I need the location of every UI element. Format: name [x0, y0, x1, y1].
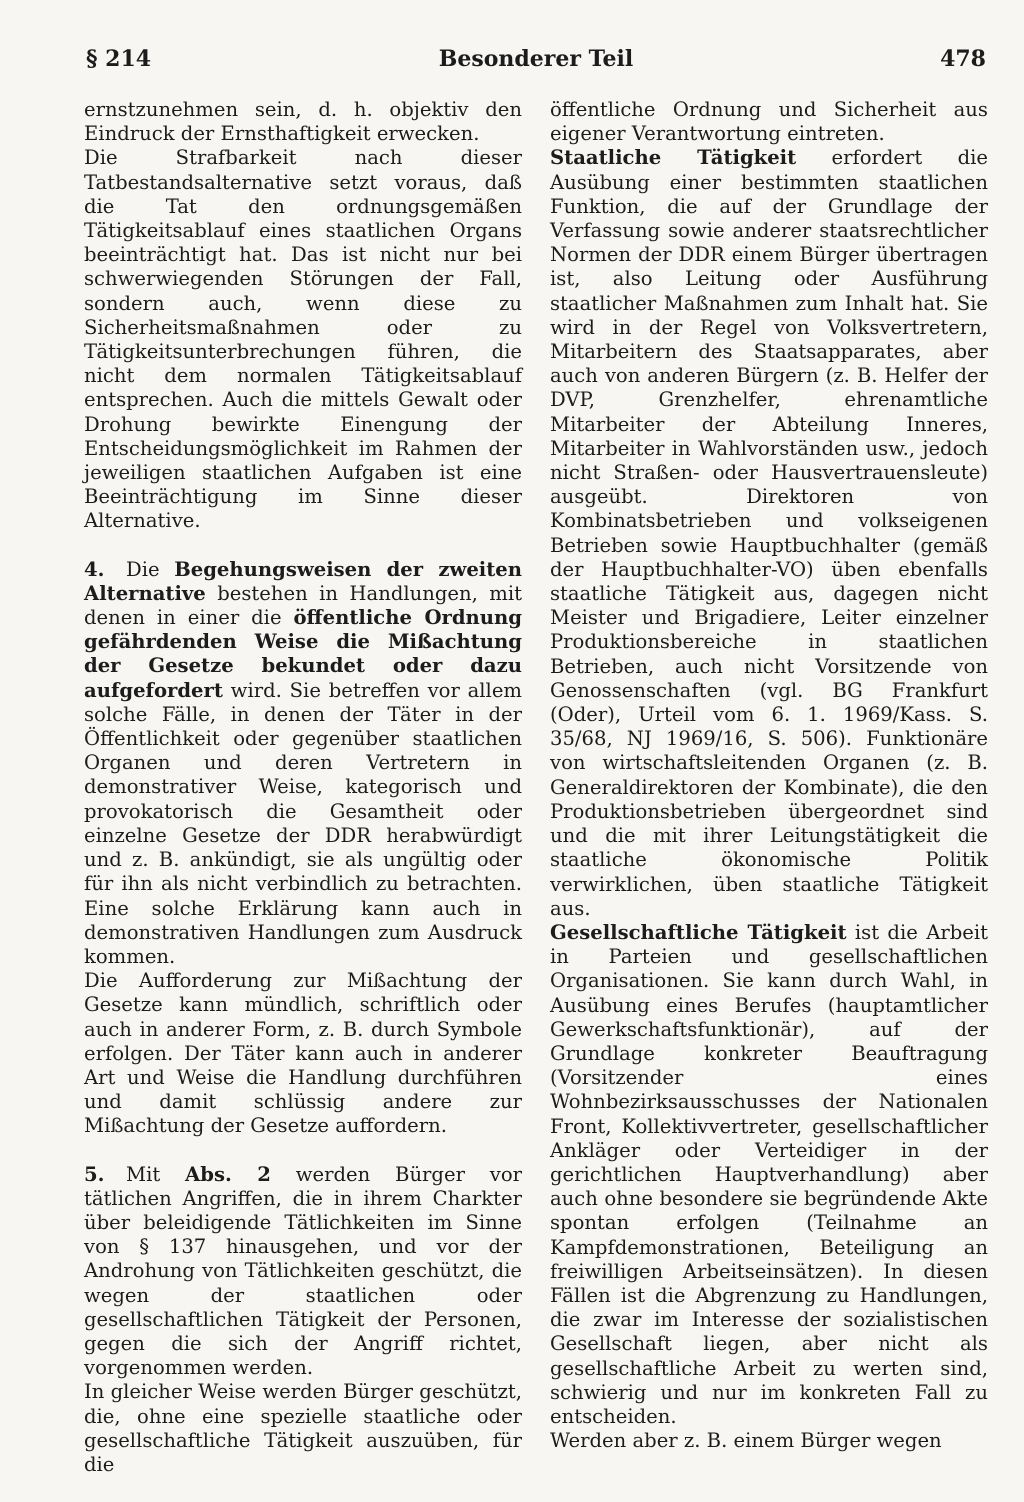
bold-term: Gesellschaftliche Tätigkeit: [550, 920, 847, 944]
bold-term: Begehungsweisen der zweiten Alternative: [84, 557, 522, 605]
running-title: Besonderer Teil: [438, 46, 634, 72]
section-number: 5.: [84, 1162, 105, 1186]
paragraph: ernstzunehmen sein, d. h. objektiv den Eindruck der Ernsthaftigkeit erwecken.: [84, 98, 522, 146]
paragraph: Die Aufforderung zur Mißachtung der Gesetze kann mündlich, schriftlich oder auch in anderer Form, z. B. durch Symbole erfolgen. Der Täter kann auch in anderer Art und Weise die Handlung durchführen und damit schlüssig andere zur Mißachtung der Gesetze auffordern.: [84, 969, 522, 1138]
paragraph-section-4: 4. Die Begehungsweisen der zweiten Alternative bestehen in Handlungen, mit denen in einer die öffentliche Ordnung gefährdenden Weise die Mißachtung der Gesetze bekundet oder dazu aufgefordert wird. Sie betreffen vor allem solche Fälle, in denen der Täter in der Öffentlichkeit oder gegenüber staatlichen Organen und deren Vertretern in demonstrativer Weise, kategorisch und provokatorisch die Gesamtheit oder einzelne Gesetze der DDR herabwürdigt und z. B. ankündigt, sie als ungültig oder für ihn als nicht verbindlich zu betrachten. Eine solche Erklärung kann auch in demonstrativen Handlungen zum Ausdruck kommen.: [84, 557, 522, 968]
right-column: [550, 98, 988, 1453]
running-header: [86, 46, 986, 82]
left-column: [84, 98, 522, 1477]
paragraph-section-5: 5. Mit Abs. 2 werden Bürger vor tätlichen Angriffen, die in ihrem Charkter über beleidigende Tätlichkeiten im Sinne von § 137 hinausgehen, und vor der Androhung von Tätlichkeiten geschützt, die wegen der staatlichen oder gesellschaftlichen Tätigkeit der Personen, gegen die sich der Angriff richtet, vorgenommen werden.: [84, 1162, 522, 1380]
paragraph: öffentliche Ordnung und Sicherheit aus eigener Verantwortung eintreten.: [550, 98, 988, 146]
paragraph: Die Strafbarkeit nach dieser Tatbestandsalternative setzt voraus, daß die Tat den ordnungsgemäßen Tätigkeitsablauf eines staatlichen Organs beeinträchtigt hat. Das ist nicht nur bei schwerwiegenden Störungen der Fall, sondern auch, wenn diese zu Sicherheitsmaßnahmen oder zu Tätigkeitsunterbrechungen führen, die nicht dem normalen Tätigkeitsablauf entsprechen. Auch die mittels Gewalt oder Drohung bewirkte Einengung der Entscheidungsmöglichkeit im Rahmen der jeweiligen staatlichen Aufgaben ist eine Beeinträchtigung im Sinne dieser Alternative.: [84, 146, 522, 533]
bold-term: Staatliche Tätigkeit: [550, 146, 797, 170]
bold-term: öffentliche Ordnung gefährdenden Weise die Mißachtung der Gesetze bekundet oder dazu aufgefordert: [84, 606, 522, 702]
paragraph-staatliche-taetigkeit: Staatliche Tätigkeit erfordert die Ausübung einer bestimmten staatlichen Funktion, die auf der Grundlage der Verfassung sowie anderer staatsrechtlicher Normen der DDR einem Bürger übertragen ist, also Leitung oder Ausführung staatlicher Maßnahmen zum Inhalt hat. Sie wird in der Regel von Volksvertretern, Mitarbeitern des Staatsapparates, aber auch von anderen Bürgern (z. B. Helfer der DVP, Grenzhelfer, ehrenamtliche Mitarbeiter der Abteilung Inneres, Mitarbeiter in Wahlvorständen usw., jedoch nicht Straßen- oder Hausvertrauensleute) ausgeübt. Direktoren von Kombinatsbetrieben und volkseigenen Betrieben sowie Hauptbuchhalter (gemäß der Hauptbuchhalter-VO) üben ebenfalls staatliche Tätigkeit aus, dagegen nicht Meister und Brigadiere, Leiter einzelner Produktionsbereiche in staatlichen Betrieben, auch nicht Vorsitzende von Genossenschaften (vgl. BG Frankfurt (Oder), Urteil vom 6. 1. 1969/Kass. S. 35/68, NJ 1969/16, S. 506). Funktionäre von wirtschaftsleitenden Organen (z. B. Generaldirektoren der Kombinate), die den Produktionsbetrieben übergeordnet sind und die mit ihrer Leitungstätigkeit die staatliche ökonomische Politik verwirklichen, üben staatliche Tätigkeit aus.: [550, 146, 988, 920]
section-number: 4.: [84, 557, 105, 581]
page-number: 478: [940, 46, 986, 72]
paragraph: In gleicher Weise werden Bürger geschützt, die, ohne eine spezielle staatliche oder gesellschaftliche Tätigkeit auszuüben, für die: [84, 1380, 522, 1476]
paragraph-gesellschaftliche-taetigkeit: Gesellschaftliche Tätigkeit ist die Arbeit in Parteien und gesellschaftlichen Organisationen. Sie kann durch Wahl, in Ausübung eines Berufes (hauptamtlicher Gewerkschaftsfunktionär), auf der Grundlage konkreter Beauftragung (Vorsitzender eines Wohnbezirksausschusses der Nationalen Front, Kollektivvertreter, gesellschaftlicher Ankläger oder Verteidiger in der gerichtlichen Hauptverhandlung) aber auch ohne besondere sie begründende Akte spontan erfolgen (Teilnahme an Kampfdemonstrationen, Beteiligung an freiwilligen Arbeitseinsätzen). In diesen Fällen ist die Abgrenzung zu Handlungen, die zwar im Interesse der sozialistischen Gesellschaft liegen, aber nicht als gesellschaftliche Arbeit zu werten sind, schwierig und nur im konkreten Fall zu entscheiden.: [550, 920, 988, 1428]
bold-term: Abs. 2: [185, 1162, 271, 1186]
paragraph: Werden aber z. B. einem Bürger wegen: [550, 1429, 942, 1453]
section-reference: § 214: [86, 46, 152, 72]
